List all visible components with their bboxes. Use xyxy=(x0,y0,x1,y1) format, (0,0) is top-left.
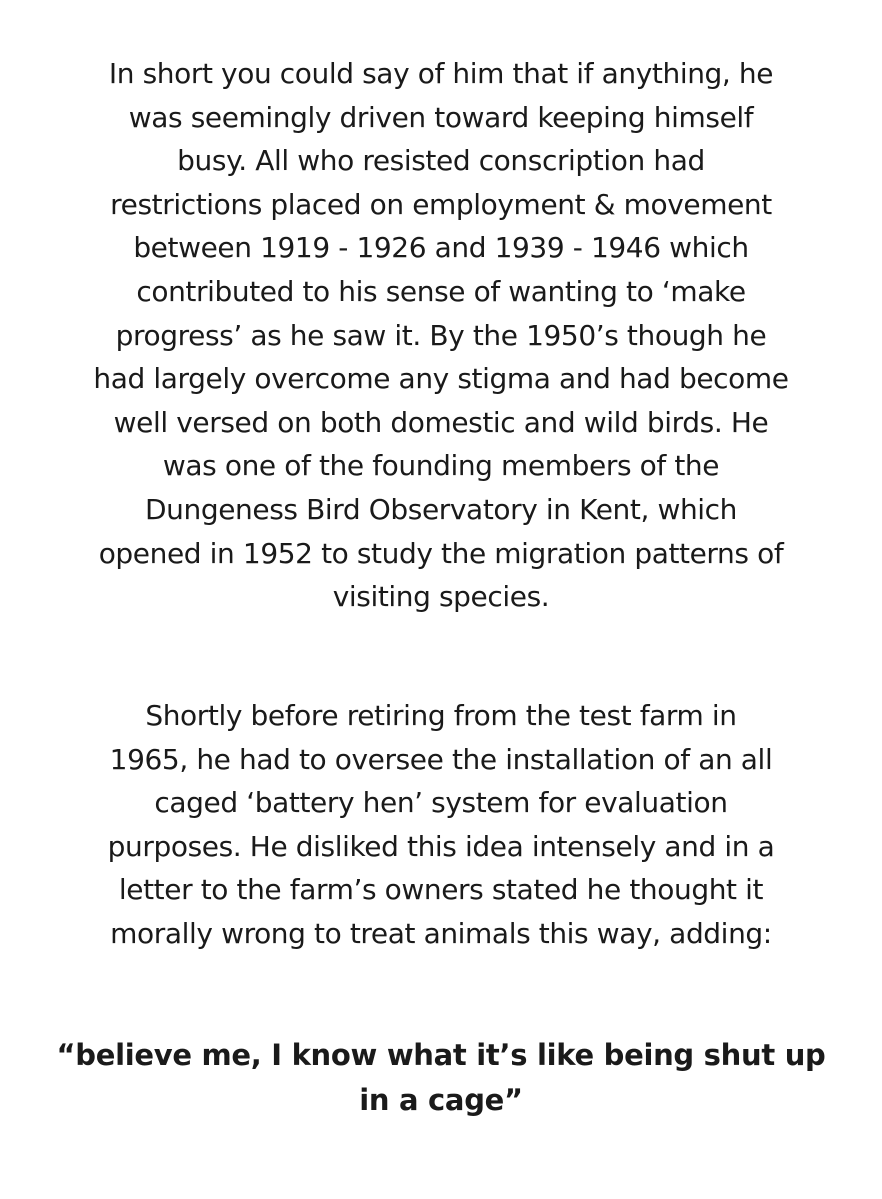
text-line: was seemingly driven toward keeping himself xyxy=(128,100,754,134)
text-line: restrictions placed on employment & movement xyxy=(110,187,772,221)
text-line: 1965, he had to oversee the installation of an all xyxy=(109,742,773,776)
text-line: had largely overcome any stigma and had become xyxy=(93,362,789,396)
paragraph-conscription-and-birds xyxy=(40,52,842,619)
quote-line: “believe me, I know what it’s like being shut up xyxy=(56,1038,826,1072)
text-line: In short you could say of him that if anything, he xyxy=(108,57,774,90)
text-line: caged ‘battery hen’ system for evaluation xyxy=(154,786,728,820)
text-line: between 1919 - 1926 and 1939 - 1946 which xyxy=(133,231,749,265)
text-line: progress’ as he saw it. By the 1950’s though he xyxy=(115,318,767,352)
text-line: busy. All who resisted conscription had xyxy=(177,144,705,178)
text-line: morally wrong to treat animals this way, adding: xyxy=(110,916,772,950)
text-line: contributed to his sense of wanting to ‘make xyxy=(136,274,746,308)
text-line: Shortly before retiring from the test farm in xyxy=(145,699,737,732)
text-line: letter to the farm’s owners stated he thought it xyxy=(118,873,764,907)
text-line: visiting species. xyxy=(332,580,550,614)
text-line: was one of the founding members of the xyxy=(162,449,720,483)
text-line: Dungeness Bird Observatory in Kent, which xyxy=(144,492,738,526)
paragraph-battery-hen xyxy=(40,694,842,956)
quote-line: in a cage” xyxy=(359,1083,523,1117)
text-line: purposes. He disliked this idea intensely and in a xyxy=(107,829,775,863)
text-line: opened in 1952 to study the migration patterns of xyxy=(98,536,784,570)
text-line: well versed on both domestic and wild birds. He xyxy=(113,405,769,439)
quote xyxy=(40,1033,842,1123)
